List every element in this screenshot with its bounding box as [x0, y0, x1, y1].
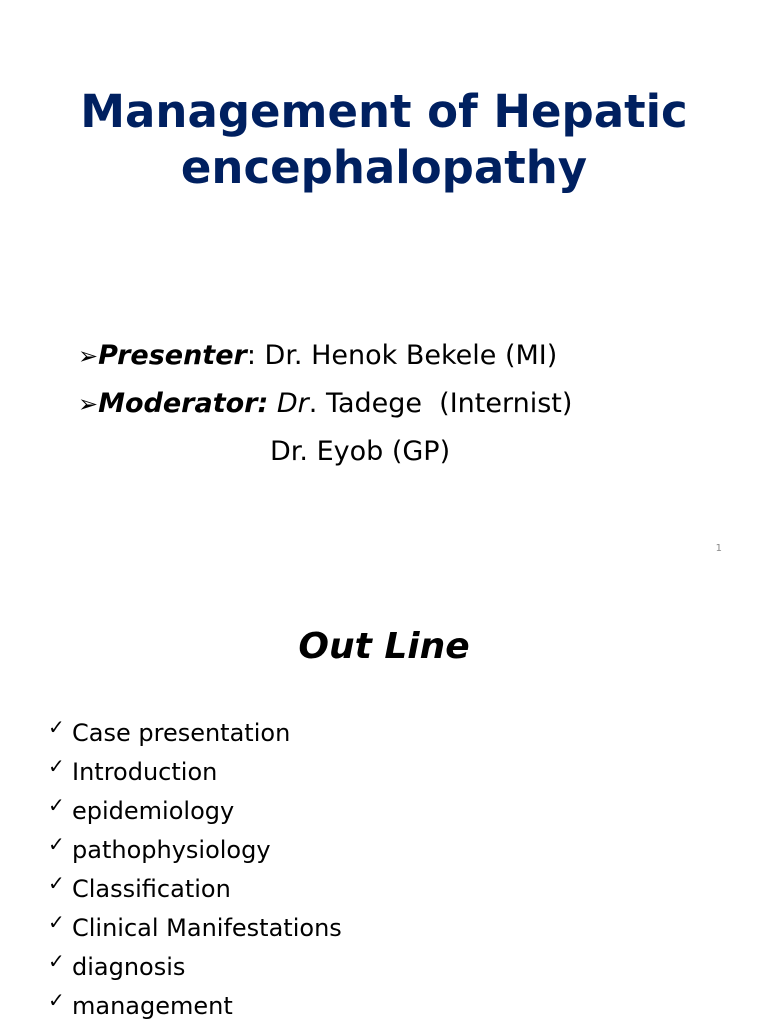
- moderator-value: . Tadege (Internist): [308, 388, 573, 419]
- outline-item-label: Clinical Manifestations: [72, 914, 342, 942]
- checkmark-icon: ✓: [48, 949, 65, 973]
- outline-item: [48, 870, 342, 909]
- page-number: 1: [715, 543, 722, 554]
- presenter-block: [78, 332, 572, 475]
- outline-item: [48, 831, 342, 870]
- outline-item-label: epidemiology: [72, 797, 235, 825]
- outline-item-label: diagnosis: [72, 953, 186, 981]
- title-line-2: encephalopathy: [180, 141, 588, 194]
- outline-item-label: Classification: [72, 875, 231, 903]
- checkmark-icon: ✓: [48, 910, 65, 934]
- outline-item: [48, 948, 342, 987]
- moderator-2-value: Dr. Eyob (GP): [270, 436, 451, 467]
- outline-item: [48, 753, 342, 792]
- outline-list: [48, 714, 342, 1026]
- title-line-1: Management of Hepatic: [80, 85, 688, 138]
- moderator-label: Moderator:: [98, 388, 269, 419]
- checkmark-icon: ✓: [48, 793, 65, 817]
- moderator-dr: Dr: [276, 388, 309, 419]
- checkmark-icon: ✓: [48, 871, 65, 895]
- outline-item: [48, 792, 342, 831]
- outline-item-label: Introduction: [72, 758, 218, 786]
- outline-item: [48, 987, 342, 1026]
- presenter-value: : Dr. Henok Bekele (MI): [246, 340, 558, 371]
- checkmark-icon: ✓: [48, 754, 65, 778]
- outline-item: [48, 714, 342, 753]
- outline-item-label: pathophysiology: [72, 836, 271, 864]
- checkmark-icon: ✓: [48, 832, 65, 856]
- outline-item-label: management: [72, 992, 233, 1020]
- outline-title: Out Line: [298, 626, 470, 667]
- outline-item: [48, 909, 342, 948]
- moderator-row: [78, 380, 572, 428]
- moderator-2-row: [78, 428, 572, 475]
- presenter-label: Presenter: [98, 340, 247, 371]
- slide-title: [0, 84, 768, 196]
- checkmark-icon: ✓: [48, 988, 65, 1012]
- presenter-row: [78, 332, 572, 380]
- arrowhead-bullet-icon: ➢: [78, 342, 99, 370]
- checkmark-icon: ✓: [48, 715, 65, 739]
- arrowhead-bullet-icon: ➢: [78, 390, 99, 418]
- outline-slide: [0, 576, 768, 1024]
- outline-item-label: Case presentation: [72, 719, 291, 747]
